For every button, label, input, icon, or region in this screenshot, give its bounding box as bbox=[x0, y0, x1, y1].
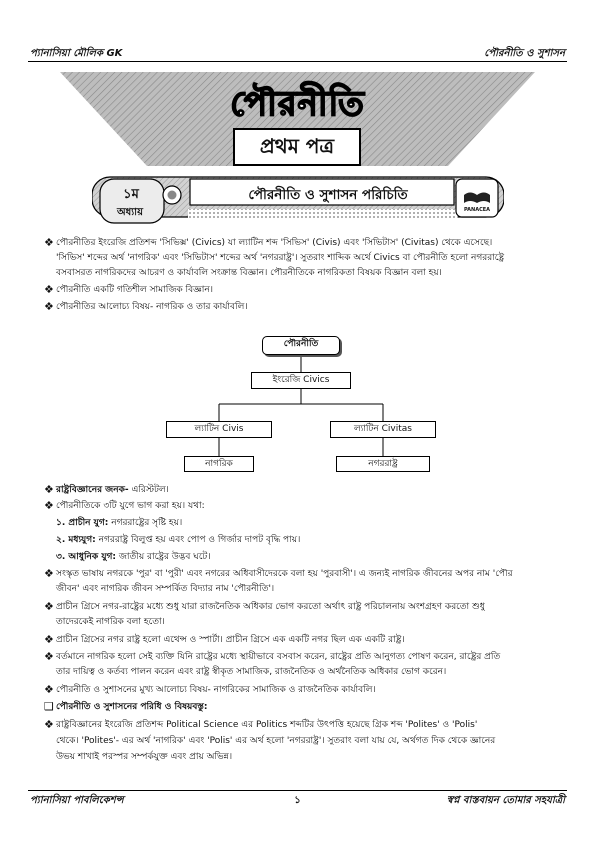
footer-publisher: প্যানাসিয়া পাবলিকেশন্স bbox=[30, 795, 124, 806]
greek-city-states: প্রাচীন গ্রিসের নগর রাষ্ট্র হলো এথেন্স ও স্পার্টা। প্রাচীন গ্রিসে এক একটি নগর ছিল এক একটি রাষ্ট্র। bbox=[56, 635, 405, 645]
intro-line-1: পৌরনীতির ইংরেজি প্রতিশব্দ 'সিভিক্স' (Civics) যা ল্যাটিন শব্দ 'সিভিস' (Civis) এবং 'সিভিটাস' (Civitas) থেকে এসেছে। bbox=[56, 238, 493, 248]
intro-line-2: 'সিভিস' শব্দের অর্থ 'নাগরিক' এবং 'সিভিটাস' শব্দের অর্থ 'নগররাষ্ট্র'। সুতরাং শাব্দিক অর্থে Civics বা পৌরনীতি হলো নগররাষ্ট্রে bbox=[56, 253, 505, 263]
chapter-number: ১ম bbox=[123, 187, 139, 202]
greek-line-2: তাদেরকেই নাগরিক বলা হতো। bbox=[56, 617, 165, 627]
politics-line-2: থেকে। 'Polites'- এর অর্থ 'নাগরিক' এবং 'Polis' এর অর্থ হলো 'নগররাষ্ট্র'। সুতরাং বলা যায় যে, অর্থগত দিক থেকে জ্ঞানের bbox=[56, 736, 496, 746]
diamond-bullet-icon: ❖ bbox=[44, 300, 54, 313]
diamond-bullet-icon: ❖ bbox=[44, 633, 54, 646]
main-subject: পৌরনীতি ও সুশাসনের মুখ্য আলোচ্য বিষয়- নাগরিকের সামাজিক ও রাজনৈতিক কার্যাবলি। bbox=[56, 685, 376, 695]
diamond-bullet-icon: ❖ bbox=[44, 567, 54, 580]
diamond-bullet-icon: ❖ bbox=[44, 650, 54, 663]
diagram-meaning-city-state: নগররাষ্ট্র bbox=[336, 456, 430, 472]
diagram-latin-civitas: ল্যাটিন Civitas bbox=[330, 421, 436, 438]
diagram-root-civics: পৌরনীতি bbox=[262, 336, 340, 355]
page-footer bbox=[28, 790, 567, 806]
diagram-english-civics: ইংরেজি Civics bbox=[251, 372, 351, 389]
sanskrit-line-1: সংস্কৃত ভাষায় নগরকে 'পুর' বা 'পুরী' এবং নগরের অধিবাসীদেরকে বলা হয় 'পুরবাসী'। এ জন্যই নাগরিক জীবনের অপর নাম 'পৌর bbox=[56, 569, 513, 579]
eras-intro: পৌরনীতিকে ৩টি যুগে ভাগ করা হয়। যথা: bbox=[56, 501, 205, 511]
intro-line-4: পৌরনীতি একটি গতিশীল সামাজিক বিজ্ঞান। bbox=[56, 285, 213, 295]
era-modern: ৩. আধুনিক যুগ: জাতীয় রাষ্ট্রের উদ্ভব ঘটে। bbox=[56, 552, 211, 562]
era-medieval: ২. মধ্যযুগ: নগররাষ্ট্র বিলুপ্ত হয় এবং পোপ ও গির্জার দাপট বৃদ্ধি পায়। bbox=[56, 535, 301, 545]
diamond-bullet-icon: ❖ bbox=[44, 718, 54, 731]
politics-line-1: রাষ্ট্রবিজ্ঞানের ইংরেজি প্রতিশব্দ Political Science এর Politics শব্দটির উৎপত্তি হয়েছে গ্রিক শব্দ 'Polites' ও 'Polis' bbox=[56, 720, 478, 730]
page-number: ১ bbox=[294, 795, 301, 806]
subject-title: পৌরনীতি bbox=[230, 84, 365, 124]
diamond-bullet-icon: ❖ bbox=[44, 499, 54, 512]
politics-line-3: উভয় শাখাই পরস্পর সম্পর্কযুক্ত এবং প্রায় অভিন্ন। bbox=[56, 752, 233, 762]
section-heading: পৌরনীতি ও সুশাসনের পরিধি ও বিষয়বস্তু: bbox=[56, 702, 208, 712]
father-of-political-science: রাষ্ট্রবিজ্ঞানের জনক- এরিস্টটল। bbox=[56, 485, 169, 495]
citizen-definition-line-1: বর্তমানে নাগরিক হলো সেই ব্যক্তি যিনি রাষ্ট্রের মধ্যে স্থায়ীভাবে বসবাস করেন, রাষ্ট্রের প্রতি আনুগত্য পোষণ করেন, রাষ্ট্রের প্রতি bbox=[56, 652, 501, 662]
era-ancient: ১. প্রাচীন যুগ: নগররাষ্ট্রের সৃষ্টি হয়। bbox=[56, 518, 183, 528]
diagram-meaning-citizen: নাগরিক bbox=[184, 456, 254, 472]
diamond-bullet-icon: ❖ bbox=[44, 283, 54, 296]
intro-line-3: বসবাসরত নাগরিকদের আচরণ ও কার্যাবলি সংক্রান্ত বিজ্ঞান। পৌরনীতিকে নাগরিকতা বিষয়ক বিজ্ঞান বলা হয়। bbox=[56, 268, 442, 278]
header-subject-title: পৌরনীতি ও সুশাসন bbox=[484, 48, 565, 59]
diamond-bullet-icon: ❖ bbox=[44, 600, 54, 613]
citizen-definition-line-2: তার দায়িত্ব ও কর্তব্য পালন করেন এবং রাষ্ট্র স্বীকৃত সামাজিক, রাজনৈতিক ও অর্থনৈতিক অধিকার ভোগ করেন। bbox=[56, 667, 447, 677]
diagram-latin-civis: ল্যাটিন Civis bbox=[166, 421, 272, 438]
publisher-logo-text: PANACEA bbox=[463, 207, 491, 213]
chapter-word: অধ্যায় bbox=[117, 207, 143, 218]
diamond-bullet-icon: ❖ bbox=[44, 236, 54, 249]
header-book-title: প্যানাসিয়া মৌলিক GK bbox=[30, 48, 123, 59]
intro-line-5: পৌরনীতির আলোচ্য বিষয়- নাগরিক ও তার কার্যাবলি। bbox=[56, 302, 248, 312]
checkbox-bullet-icon: ❑ bbox=[44, 700, 54, 713]
diamond-bullet-icon: ❖ bbox=[44, 683, 54, 696]
greek-line-1: প্রাচীন গ্রিসে নগর-রাষ্ট্রের মধ্যে শুধু যারা রাজনৈতিক অধিকার ভোগ করতো অর্থাৎ রাষ্ট্র পরিচালনায় অংশগ্রহণ করতো শুধু bbox=[56, 602, 485, 612]
footer-slogan: স্বপ্ন বাস্তবায়ন তোমার সহযাত্রী bbox=[446, 795, 565, 806]
sanskrit-line-2: জীবন' এবং নাগরিক জীবন সম্পর্কিত বিদ্যার নাম 'পৌরনীতি'। bbox=[56, 584, 275, 594]
paper-label: প্রথম পত্র bbox=[233, 128, 361, 166]
chapter-title: পৌরনীতি ও সুশাসন পরিচিতি bbox=[248, 187, 408, 203]
diamond-bullet-icon: ❖ bbox=[44, 483, 54, 496]
